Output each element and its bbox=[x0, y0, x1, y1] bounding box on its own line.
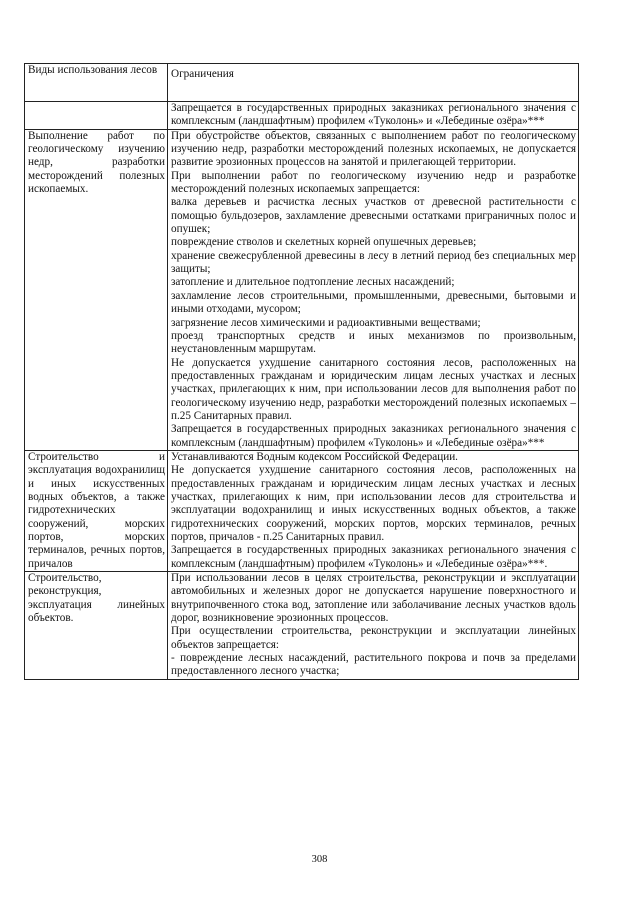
restriction-paragraph: При использовании лесов в целях строительства, реконструкции и эксплуатации автомобильных и железных дорог не допускается нарушение поверхностного и внутрипочвенного стока вод, затопление или заболачивание лесных участков вдоль дорог, возникновение эрозионных процессов. bbox=[171, 572, 576, 625]
restrictions-cell bbox=[168, 572, 579, 680]
restriction-paragraph: Запрещается в государственных природных заказниках регионального значения с комплексным (ландшафтным) профилем «Туколонь» и «Лебединые озёра»*** bbox=[171, 102, 576, 128]
table-row bbox=[25, 572, 579, 680]
page-number: 308 bbox=[311, 854, 328, 865]
restriction-paragraph: Не допускается ухудшение санитарного состояния лесов, расположенных на предоставленных гражданам и юридическим лицам лесных участках и лесных участках, прилегающих к ним, при использовании лесов для строительства и эксплуатации водохранилищ и иных искусственных водных объектов, а также гидротехнических сооружений, морских портов, морских терминалов, речных портов, причалов - п.25 Санитарных правил. bbox=[171, 464, 576, 543]
forest-use-cell bbox=[25, 572, 168, 680]
table-row bbox=[25, 102, 579, 130]
restriction-paragraph: - повреждение лесных насаждений, растительного покрова и почв за пределами предоставленного лесного участка; bbox=[171, 652, 576, 678]
restriction-paragraph: При осуществлении строительства, реконструкции и эксплуатации линейных объектов запрещается: bbox=[171, 625, 576, 651]
restriction-paragraph: валка деревьев и расчистка лесных участков от древесной растительности с помощью бульдозеров, захламление древесными остатками приграничных полос и опушек; bbox=[171, 196, 576, 236]
restriction-paragraph: Запрещается в государственных природных заказниках регионального значения с комплексным (ландшафтным) профилем «Туколонь» и «Лебединые озёра»***. bbox=[171, 544, 576, 570]
restriction-paragraph: хранение свежесрубленной древесины в лесу в летний период без специальных мер защиты; bbox=[171, 249, 576, 276]
restriction-paragraph: Не допускается ухудшение санитарного состояния лесов, расположенных на предоставленных гражданам и юридическим лицам лесных участках и лесных участках, прилегающих к ним, при использовании лесов для выполнения работ по геологическому изучению недр, разработки месторождений полезных ископаемых – п.25 Санитарных правил. bbox=[171, 356, 576, 422]
forest-use-cell bbox=[25, 102, 168, 130]
restriction-paragraph: загрязнение лесов химическими и радиоактивными веществами; bbox=[171, 316, 481, 329]
table-header-row bbox=[25, 64, 579, 102]
restriction-paragraph: проезд транспортных средств и иных механизмов по произвольным, неустановленным маршрутам. bbox=[171, 329, 576, 356]
forest-use-cell bbox=[25, 450, 168, 571]
table-row bbox=[25, 129, 579, 450]
forest-use-type: Строительство и эксплуатация водохранилищ и иных искусственных водных объектов, а также гидротехнических сооружений, морских портов, морских терминалов, речных портов, причалов bbox=[28, 450, 165, 570]
restrictions-table bbox=[24, 63, 579, 680]
header-cell-forest-use bbox=[25, 64, 168, 102]
restrictions-cell bbox=[168, 102, 579, 130]
header-forest-use: Виды использования лесов bbox=[28, 64, 158, 76]
restriction-paragraph: повреждение стволов и скелетных корней опушечных деревьев; bbox=[171, 236, 477, 249]
restrictions-cell bbox=[168, 450, 579, 571]
restriction-paragraph: захламление лесов строительными, промышленными, древесными, бытовыми и иными отходами, мусором; bbox=[171, 289, 576, 316]
header-cell-restrictions bbox=[168, 64, 579, 102]
restriction-paragraph: Устанавливаются Водным кодексом Российской Федерации. bbox=[171, 450, 458, 463]
restriction-paragraph: затопление и длительное подтопление лесных насаждений; bbox=[171, 276, 455, 289]
table-row bbox=[25, 450, 579, 571]
forest-use-type: Выполнение работ по геологическому изучению недр, разработки месторождений полезных ископаемых. bbox=[28, 129, 165, 196]
header-restrictions: Ограничения bbox=[171, 68, 234, 80]
restriction-paragraph: Запрещается в государственных природных заказниках регионального значения с комплексным (ландшафтным) профилем «Туколонь» и «Лебединые озёра»*** bbox=[171, 423, 576, 449]
restriction-paragraph: При выполнении работ по геологическому изучению недр и разработке месторождений полезных ископаемых запрещается: bbox=[171, 169, 576, 196]
restrictions-cell bbox=[168, 129, 579, 450]
forest-use-type: Строительство, реконструкция, эксплуатация линейных объектов. bbox=[28, 572, 165, 625]
forest-use-cell bbox=[25, 129, 168, 450]
restriction-paragraph: При обустройстве объектов, связанных с выполнением работ по геологическому изучению недр, разработки месторождений полезных ископаемых, не допускается развитие эрозионных процессов на занятой и прилегающей территории. bbox=[171, 129, 576, 169]
